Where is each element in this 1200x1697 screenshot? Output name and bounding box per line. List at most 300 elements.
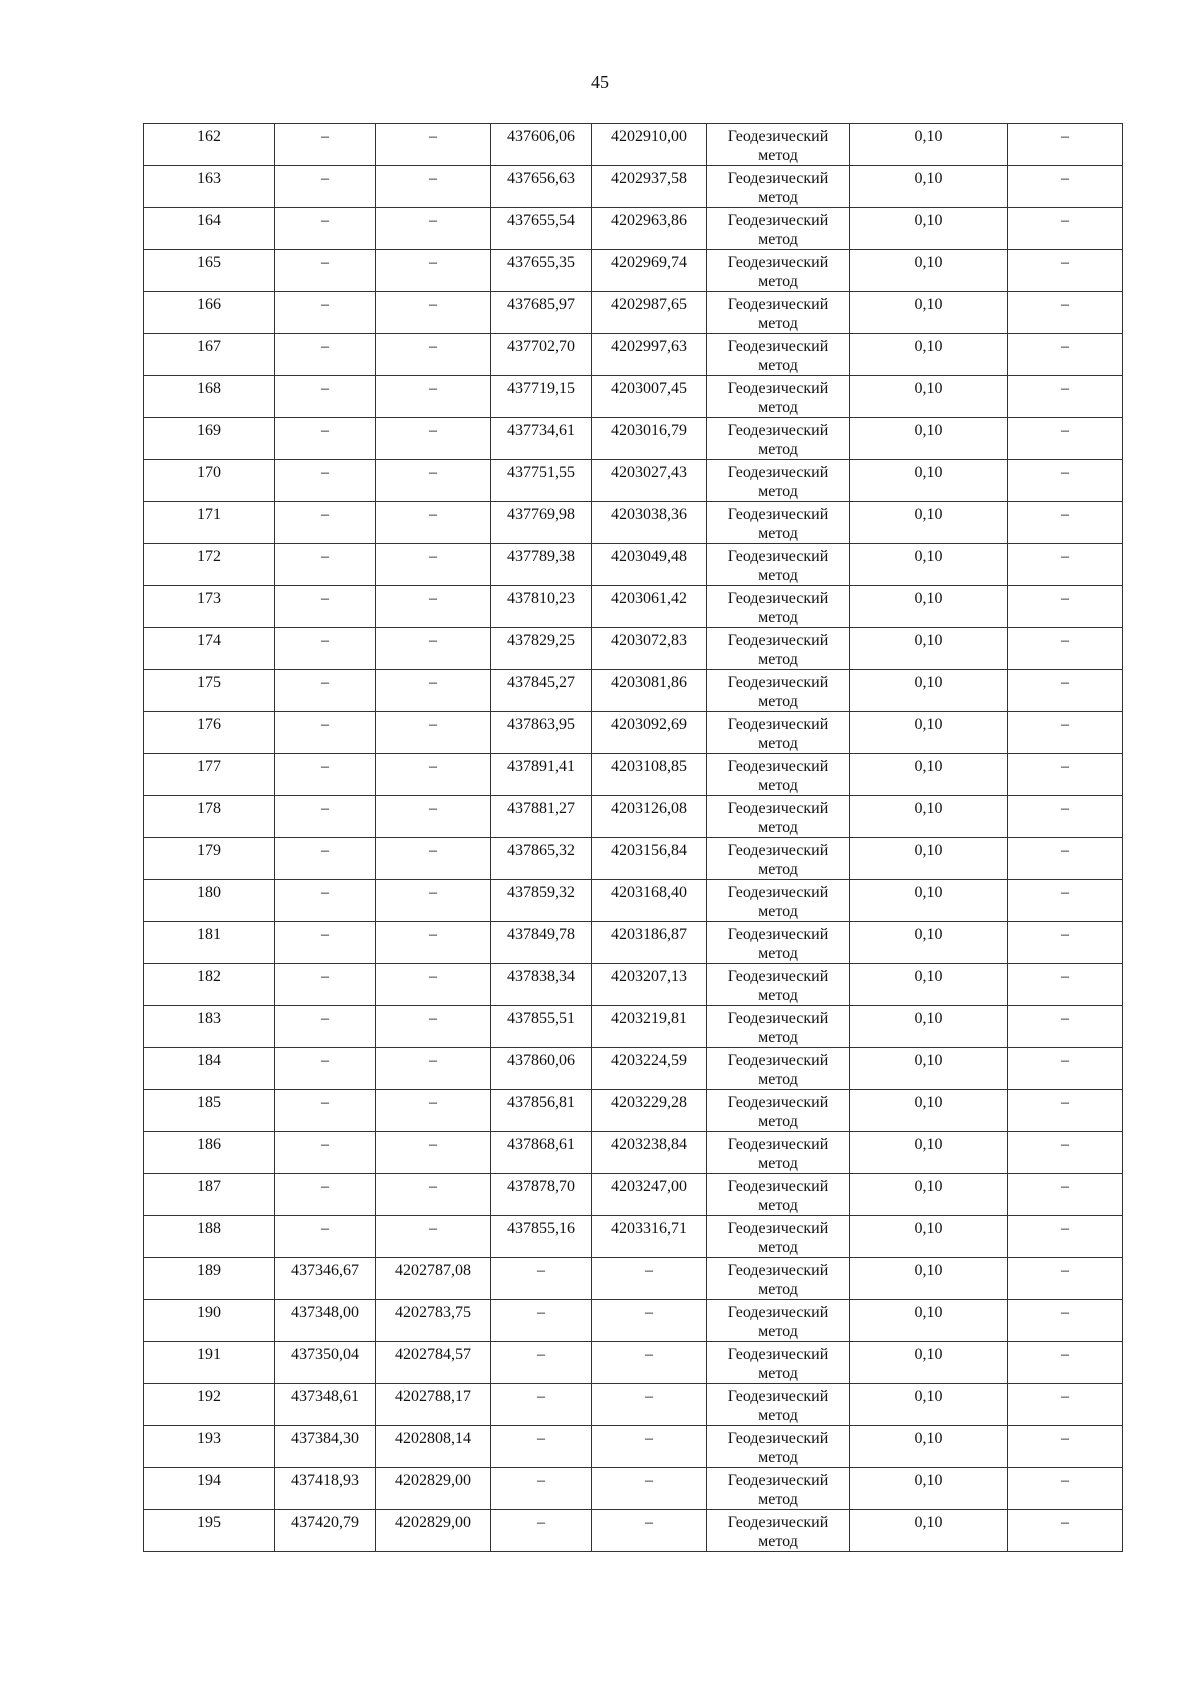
old-y-cell: – [376, 250, 491, 292]
old-y-cell: – [376, 838, 491, 880]
table-row [144, 1342, 1123, 1384]
new-x-cell: 437751,55 [491, 460, 592, 502]
table-row [144, 250, 1123, 292]
new-y-cell: 4203072,83 [592, 628, 707, 670]
old-x-cell: – [275, 418, 376, 460]
point-number-cell: 189 [144, 1258, 275, 1300]
new-y-cell: 4203007,45 [592, 376, 707, 418]
table-row [144, 1090, 1123, 1132]
point-number-cell: 195 [144, 1510, 275, 1552]
old-x-cell: – [275, 1090, 376, 1132]
table-row [144, 376, 1123, 418]
table-body [144, 124, 1123, 1552]
method-cell: Геодезический метод [707, 628, 850, 670]
new-y-cell: 4203186,87 [592, 922, 707, 964]
new-x-cell: – [491, 1258, 592, 1300]
old-y-cell: – [376, 1048, 491, 1090]
accuracy-cell: 0,10 [850, 1468, 1008, 1510]
old-x-cell: – [275, 544, 376, 586]
new-y-cell: 4203168,40 [592, 880, 707, 922]
new-y-cell: 4202937,58 [592, 166, 707, 208]
new-y-cell: 4203238,84 [592, 1132, 707, 1174]
table-row [144, 1216, 1123, 1258]
old-y-cell: – [376, 460, 491, 502]
point-number-cell: 177 [144, 754, 275, 796]
old-x-cell: – [275, 586, 376, 628]
new-x-cell: 437865,32 [491, 838, 592, 880]
point-number-cell: 165 [144, 250, 275, 292]
old-x-cell: – [275, 334, 376, 376]
point-number-cell: 162 [144, 124, 275, 166]
method-cell: Геодезический метод [707, 1174, 850, 1216]
old-x-cell: 437418,93 [275, 1468, 376, 1510]
old-y-cell: 4202783,75 [376, 1300, 491, 1342]
new-x-cell: – [491, 1426, 592, 1468]
new-x-cell: – [491, 1384, 592, 1426]
method-cell: Геодезический метод [707, 670, 850, 712]
point-number-cell: 170 [144, 460, 275, 502]
new-y-cell: 4203229,28 [592, 1090, 707, 1132]
old-y-cell: – [376, 166, 491, 208]
table-row [144, 922, 1123, 964]
old-y-cell: 4202829,00 [376, 1510, 491, 1552]
new-y-cell: 4202963,86 [592, 208, 707, 250]
old-y-cell: – [376, 1006, 491, 1048]
point-number-cell: 187 [144, 1174, 275, 1216]
new-y-cell: – [592, 1510, 707, 1552]
new-y-cell: 4203247,00 [592, 1174, 707, 1216]
old-x-cell: – [275, 964, 376, 1006]
accuracy-cell: 0,10 [850, 1216, 1008, 1258]
new-y-cell: 4203016,79 [592, 418, 707, 460]
new-y-cell: 4203219,81 [592, 1006, 707, 1048]
old-x-cell: – [275, 292, 376, 334]
accuracy-cell: 0,10 [850, 796, 1008, 838]
description-cell: – [1008, 166, 1123, 208]
old-y-cell: – [376, 1132, 491, 1174]
description-cell: – [1008, 1426, 1123, 1468]
new-x-cell: 437856,81 [491, 1090, 592, 1132]
description-cell: – [1008, 544, 1123, 586]
new-x-cell: 437656,63 [491, 166, 592, 208]
old-x-cell: – [275, 670, 376, 712]
accuracy-cell: 0,10 [850, 1174, 1008, 1216]
old-y-cell: – [376, 796, 491, 838]
new-x-cell: 437881,27 [491, 796, 592, 838]
old-x-cell: – [275, 166, 376, 208]
description-cell: – [1008, 1342, 1123, 1384]
accuracy-cell: 0,10 [850, 1426, 1008, 1468]
old-x-cell: – [275, 712, 376, 754]
new-x-cell: 437685,97 [491, 292, 592, 334]
method-cell: Геодезический метод [707, 1048, 850, 1090]
method-cell: Геодезический метод [707, 376, 850, 418]
table-row [144, 334, 1123, 376]
new-x-cell: 437859,32 [491, 880, 592, 922]
description-cell: – [1008, 1468, 1123, 1510]
point-number-cell: 169 [144, 418, 275, 460]
description-cell: – [1008, 334, 1123, 376]
point-number-cell: 191 [144, 1342, 275, 1384]
old-y-cell: 4202788,17 [376, 1384, 491, 1426]
description-cell: – [1008, 1300, 1123, 1342]
point-number-cell: 174 [144, 628, 275, 670]
method-cell: Геодезический метод [707, 586, 850, 628]
new-y-cell: 4203126,08 [592, 796, 707, 838]
method-cell: Геодезический метод [707, 922, 850, 964]
new-y-cell: 4203207,13 [592, 964, 707, 1006]
point-number-cell: 188 [144, 1216, 275, 1258]
method-cell: Геодезический метод [707, 1090, 850, 1132]
description-cell: – [1008, 208, 1123, 250]
old-x-cell: – [275, 1006, 376, 1048]
old-x-cell: – [275, 838, 376, 880]
table-row [144, 670, 1123, 712]
new-y-cell: – [592, 1300, 707, 1342]
method-cell: Геодезический метод [707, 1384, 850, 1426]
old-x-cell: – [275, 208, 376, 250]
point-number-cell: 180 [144, 880, 275, 922]
old-x-cell: – [275, 880, 376, 922]
new-y-cell: – [592, 1258, 707, 1300]
new-y-cell: 4203316,71 [592, 1216, 707, 1258]
old-y-cell: 4202829,00 [376, 1468, 491, 1510]
new-y-cell: – [592, 1426, 707, 1468]
table-row [144, 628, 1123, 670]
method-cell: Геодезический метод [707, 1300, 850, 1342]
old-x-cell: – [275, 1216, 376, 1258]
old-x-cell: 437348,61 [275, 1384, 376, 1426]
new-y-cell: 4203049,48 [592, 544, 707, 586]
new-x-cell: 437855,16 [491, 1216, 592, 1258]
method-cell: Геодезический метод [707, 208, 850, 250]
method-cell: Геодезический метод [707, 1342, 850, 1384]
table-row [144, 208, 1123, 250]
description-cell: – [1008, 838, 1123, 880]
old-y-cell: – [376, 544, 491, 586]
accuracy-cell: 0,10 [850, 334, 1008, 376]
old-x-cell: 437350,04 [275, 1342, 376, 1384]
table-row [144, 418, 1123, 460]
new-x-cell: 437855,51 [491, 1006, 592, 1048]
table-row [144, 1006, 1123, 1048]
new-x-cell: 437606,06 [491, 124, 592, 166]
table-row [144, 754, 1123, 796]
description-cell: – [1008, 586, 1123, 628]
table-row [144, 964, 1123, 1006]
old-y-cell: – [376, 754, 491, 796]
new-y-cell: 4202910,00 [592, 124, 707, 166]
table-row [144, 1384, 1123, 1426]
old-y-cell: – [376, 712, 491, 754]
new-x-cell: 437863,95 [491, 712, 592, 754]
accuracy-cell: 0,10 [850, 712, 1008, 754]
new-x-cell: 437891,41 [491, 754, 592, 796]
new-x-cell: 437734,61 [491, 418, 592, 460]
new-y-cell: 4203027,43 [592, 460, 707, 502]
accuracy-cell: 0,10 [850, 460, 1008, 502]
point-number-cell: 186 [144, 1132, 275, 1174]
old-x-cell: – [275, 124, 376, 166]
method-cell: Геодезический метод [707, 964, 850, 1006]
table-row [144, 166, 1123, 208]
method-cell: Геодезический метод [707, 1258, 850, 1300]
new-x-cell: 437838,34 [491, 964, 592, 1006]
new-y-cell: 4203038,36 [592, 502, 707, 544]
new-x-cell: – [491, 1468, 592, 1510]
old-y-cell: – [376, 880, 491, 922]
description-cell: – [1008, 460, 1123, 502]
old-y-cell: – [376, 292, 491, 334]
method-cell: Геодезический метод [707, 712, 850, 754]
old-y-cell: – [376, 628, 491, 670]
description-cell: – [1008, 628, 1123, 670]
new-y-cell: 4203092,69 [592, 712, 707, 754]
new-x-cell: 437868,61 [491, 1132, 592, 1174]
table-row [144, 1048, 1123, 1090]
old-y-cell: – [376, 208, 491, 250]
new-y-cell: – [592, 1468, 707, 1510]
description-cell: – [1008, 670, 1123, 712]
method-cell: Геодезический метод [707, 754, 850, 796]
accuracy-cell: 0,10 [850, 670, 1008, 712]
table-row [144, 1258, 1123, 1300]
accuracy-cell: 0,10 [850, 754, 1008, 796]
old-y-cell: – [376, 334, 491, 376]
point-number-cell: 182 [144, 964, 275, 1006]
table-row [144, 1426, 1123, 1468]
point-number-cell: 172 [144, 544, 275, 586]
new-x-cell: – [491, 1342, 592, 1384]
accuracy-cell: 0,10 [850, 1510, 1008, 1552]
old-y-cell: – [376, 1174, 491, 1216]
point-number-cell: 193 [144, 1426, 275, 1468]
new-x-cell: 437810,23 [491, 586, 592, 628]
point-number-cell: 185 [144, 1090, 275, 1132]
new-x-cell: 437655,54 [491, 208, 592, 250]
old-x-cell: – [275, 460, 376, 502]
old-y-cell: – [376, 670, 491, 712]
new-x-cell: 437769,98 [491, 502, 592, 544]
old-y-cell: 4202808,14 [376, 1426, 491, 1468]
new-x-cell: 437829,25 [491, 628, 592, 670]
old-x-cell: – [275, 754, 376, 796]
new-x-cell: 437702,70 [491, 334, 592, 376]
table-row [144, 1468, 1123, 1510]
point-number-cell: 181 [144, 922, 275, 964]
old-x-cell: – [275, 1174, 376, 1216]
accuracy-cell: 0,10 [850, 880, 1008, 922]
description-cell: – [1008, 754, 1123, 796]
point-number-cell: 171 [144, 502, 275, 544]
new-y-cell: – [592, 1342, 707, 1384]
old-x-cell: – [275, 628, 376, 670]
point-number-cell: 178 [144, 796, 275, 838]
table-row [144, 124, 1123, 166]
accuracy-cell: 0,10 [850, 544, 1008, 586]
old-x-cell: 437348,00 [275, 1300, 376, 1342]
description-cell: – [1008, 250, 1123, 292]
new-y-cell: 4202969,74 [592, 250, 707, 292]
old-y-cell: 4202784,57 [376, 1342, 491, 1384]
accuracy-cell: 0,10 [850, 1090, 1008, 1132]
description-cell: – [1008, 292, 1123, 334]
method-cell: Геодезический метод [707, 1468, 850, 1510]
description-cell: – [1008, 418, 1123, 460]
method-cell: Геодезический метод [707, 334, 850, 376]
method-cell: Геодезический метод [707, 880, 850, 922]
accuracy-cell: 0,10 [850, 208, 1008, 250]
point-number-cell: 168 [144, 376, 275, 418]
old-y-cell: – [376, 124, 491, 166]
description-cell: – [1008, 922, 1123, 964]
point-number-cell: 164 [144, 208, 275, 250]
description-cell: – [1008, 1384, 1123, 1426]
point-number-cell: 175 [144, 670, 275, 712]
method-cell: Геодезический метод [707, 544, 850, 586]
old-x-cell: – [275, 1048, 376, 1090]
new-y-cell: 4202987,65 [592, 292, 707, 334]
method-cell: Геодезический метод [707, 292, 850, 334]
point-number-cell: 176 [144, 712, 275, 754]
old-y-cell: – [376, 376, 491, 418]
description-cell: – [1008, 502, 1123, 544]
new-x-cell: 437655,35 [491, 250, 592, 292]
description-cell: – [1008, 1090, 1123, 1132]
method-cell: Геодезический метод [707, 796, 850, 838]
accuracy-cell: 0,10 [850, 922, 1008, 964]
description-cell: – [1008, 1258, 1123, 1300]
accuracy-cell: 0,10 [850, 964, 1008, 1006]
method-cell: Геодезический метод [707, 1132, 850, 1174]
method-cell: Геодезический метод [707, 124, 850, 166]
method-cell: Геодезический метод [707, 1006, 850, 1048]
new-y-cell: 4203156,84 [592, 838, 707, 880]
method-cell: Геодезический метод [707, 166, 850, 208]
point-number-cell: 190 [144, 1300, 275, 1342]
description-cell: – [1008, 124, 1123, 166]
new-y-cell: 4202997,63 [592, 334, 707, 376]
description-cell: – [1008, 1048, 1123, 1090]
new-x-cell: 437789,38 [491, 544, 592, 586]
accuracy-cell: 0,10 [850, 1342, 1008, 1384]
accuracy-cell: 0,10 [850, 124, 1008, 166]
old-x-cell: – [275, 250, 376, 292]
page-number: 45 [591, 72, 609, 92]
old-y-cell: – [376, 1090, 491, 1132]
accuracy-cell: 0,10 [850, 1006, 1008, 1048]
new-x-cell: – [491, 1300, 592, 1342]
accuracy-cell: 0,10 [850, 1300, 1008, 1342]
description-cell: – [1008, 1510, 1123, 1552]
point-number-cell: 179 [144, 838, 275, 880]
description-cell: – [1008, 376, 1123, 418]
description-cell: – [1008, 1174, 1123, 1216]
point-number-cell: 163 [144, 166, 275, 208]
method-cell: Геодезический метод [707, 250, 850, 292]
old-y-cell: – [376, 922, 491, 964]
description-cell: – [1008, 880, 1123, 922]
old-x-cell: – [275, 502, 376, 544]
point-number-cell: 192 [144, 1384, 275, 1426]
table-row [144, 502, 1123, 544]
description-cell: – [1008, 1132, 1123, 1174]
new-y-cell: 4203061,42 [592, 586, 707, 628]
method-cell: Геодезический метод [707, 838, 850, 880]
old-x-cell: 437346,67 [275, 1258, 376, 1300]
table-row [144, 880, 1123, 922]
method-cell: Геодезический метод [707, 1510, 850, 1552]
accuracy-cell: 0,10 [850, 292, 1008, 334]
old-x-cell: 437420,79 [275, 1510, 376, 1552]
old-y-cell: – [376, 964, 491, 1006]
accuracy-cell: 0,10 [850, 628, 1008, 670]
accuracy-cell: 0,10 [850, 166, 1008, 208]
table-row [144, 1174, 1123, 1216]
accuracy-cell: 0,10 [850, 1384, 1008, 1426]
table-row [144, 460, 1123, 502]
method-cell: Геодезический метод [707, 502, 850, 544]
accuracy-cell: 0,10 [850, 376, 1008, 418]
old-x-cell: – [275, 1132, 376, 1174]
accuracy-cell: 0,10 [850, 586, 1008, 628]
new-x-cell: 437860,06 [491, 1048, 592, 1090]
old-y-cell: – [376, 502, 491, 544]
accuracy-cell: 0,10 [850, 1258, 1008, 1300]
table-row [144, 292, 1123, 334]
point-number-cell: 183 [144, 1006, 275, 1048]
accuracy-cell: 0,10 [850, 838, 1008, 880]
new-x-cell: 437719,15 [491, 376, 592, 418]
old-x-cell: – [275, 796, 376, 838]
old-y-cell: – [376, 1216, 491, 1258]
new-y-cell: 4203108,85 [592, 754, 707, 796]
accuracy-cell: 0,10 [850, 502, 1008, 544]
description-cell: – [1008, 1006, 1123, 1048]
table-row [144, 1300, 1123, 1342]
new-y-cell: 4203224,59 [592, 1048, 707, 1090]
old-y-cell: 4202787,08 [376, 1258, 491, 1300]
method-cell: Геодезический метод [707, 460, 850, 502]
table-row [144, 1510, 1123, 1552]
old-x-cell: – [275, 376, 376, 418]
point-number-cell: 173 [144, 586, 275, 628]
new-x-cell: – [491, 1510, 592, 1552]
description-cell: – [1008, 712, 1123, 754]
point-number-cell: 194 [144, 1468, 275, 1510]
accuracy-cell: 0,10 [850, 418, 1008, 460]
point-number-cell: 166 [144, 292, 275, 334]
point-number-cell: 184 [144, 1048, 275, 1090]
point-number-cell: 167 [144, 334, 275, 376]
method-cell: Геодезический метод [707, 418, 850, 460]
table-row [144, 838, 1123, 880]
coordinates-table [143, 123, 1123, 1552]
accuracy-cell: 0,10 [850, 1048, 1008, 1090]
table-row [144, 544, 1123, 586]
table-row [144, 712, 1123, 754]
table-row [144, 586, 1123, 628]
method-cell: Геодезический метод [707, 1216, 850, 1258]
new-y-cell: – [592, 1384, 707, 1426]
old-x-cell: – [275, 922, 376, 964]
description-cell: – [1008, 1216, 1123, 1258]
accuracy-cell: 0,10 [850, 1132, 1008, 1174]
new-x-cell: 437878,70 [491, 1174, 592, 1216]
accuracy-cell: 0,10 [850, 250, 1008, 292]
description-cell: – [1008, 796, 1123, 838]
table-row [144, 796, 1123, 838]
